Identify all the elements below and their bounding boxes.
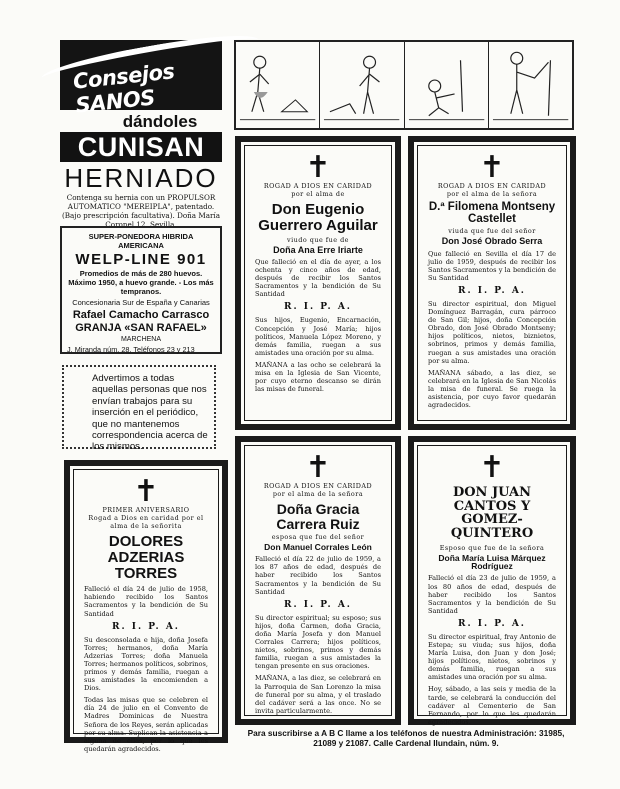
obit-para-1: Falleció el día 24 de julio de 1958, habiendo recibido los Santos Sacramentos y la bendición de Su Santidad xyxy=(84,585,208,618)
obit-subheading: por el alma de la señora xyxy=(272,490,364,498)
obit-subheading: Rogad a Dios en caridad por el alma de la señorita xyxy=(88,514,204,530)
comic-figure-1 xyxy=(236,42,319,128)
obit-para-1: Que falleció en Sevilla el día 17 de julio de 1959, después de recibir los Santos Sacramentos y la bendición de Su Santidad xyxy=(428,249,556,282)
advertimos-notice xyxy=(62,365,216,453)
obit-spouse: Don Manuel Corrales León xyxy=(264,542,372,553)
welp-line-title: WELP-LINE 901 xyxy=(75,251,207,268)
cross-icon: ✝ xyxy=(133,474,159,509)
comic-figure-4 xyxy=(489,42,572,128)
cross-icon: ✝ xyxy=(305,150,331,185)
obit-subheading: por el alma de xyxy=(291,190,345,198)
obit-ripa: R. I. P. A. xyxy=(284,302,352,313)
obituary-dolores xyxy=(64,460,228,753)
obit-name: D.ª Filomena Montseny Castellet xyxy=(428,201,556,226)
obit-ripa: R. I. P. A. xyxy=(458,285,526,296)
cross-icon: ✝ xyxy=(479,450,505,485)
obit-relation: esposa que fue del señor xyxy=(271,533,365,542)
obit-para-2: Su director espiritual; su esposo; sus hijos, doña Carmen, doña Gracia, doña María Josefa y don Manuel Corrales Carrera; hijos políticos, nietos, sobrinos, primos y demás familia, ruegan a sus amistades la tengan presente en sus oraciones. xyxy=(255,613,381,671)
dandoles-text: dándoles xyxy=(122,112,198,131)
obit-para-3: MAÑANA, a las diez, se celebrará en la Parroquia de San Lorenzo la misa de funeral por su alma, y el traslado del cadáver será a las once. No se invita particularmente. xyxy=(255,674,381,715)
obit-relation: viuda que fue del señor xyxy=(448,227,536,236)
obituary-eugenio xyxy=(235,136,401,430)
herniado-body: Contenga su hernia con un PROPULSOR AUTOMATICO "MEREIPLA", patentado. (Bajo prescripción facultativa). Doña María Coronel 12, Sevilla. xyxy=(61,193,221,229)
obit-spouse: Don José Obrado Serra xyxy=(441,236,543,247)
obit-name: DON JUAN CANTOS Y GOMEZ-QUINTERO xyxy=(450,485,534,541)
subscription-footer: Para suscribirse a A B C llame a los teléfonos de nuestra Administración: 31985, 21089 y 21087. Calle Cardenal Ilundain, núm. 9. xyxy=(247,728,565,748)
obit-para-3: MAÑANA sábado, a las diez, se celebrará en la Iglesia de San Nicolás la misa de funeral. Se ruega la asistencia, por cuyo favor quedarán agradecidos. xyxy=(428,368,556,410)
welp-line-3: Promedios de más de 280 huevos. Máximo 1950, a huevo grande. - Los más tempranos. xyxy=(68,269,214,296)
obit-heading: ROGAD A DIOS EN CARIDAD xyxy=(437,182,547,190)
obit-spouse: Doña Ana Erre Iriarte xyxy=(273,244,363,255)
comic-panel-4 xyxy=(488,42,572,128)
cross-icon: ✝ xyxy=(479,150,505,185)
comic-figure-2 xyxy=(320,42,403,128)
welp-line-5: Rafael Camacho Carrasco xyxy=(72,309,210,321)
obit-subheading: por el alma de la señora xyxy=(446,190,538,198)
consejos-text: Consejos SANOS xyxy=(71,59,176,118)
obit-name: DOLORES ADZERIAS TORRES xyxy=(107,533,185,582)
obituary-gracia xyxy=(235,436,401,725)
cross-icon: ✝ xyxy=(305,450,331,485)
obit-heading: ROGAD A DIOS EN CARIDAD xyxy=(263,482,373,490)
obit-para-2: Sus hijos, Eugenio, Encarnación, Concepción y José María; hijos políticos, Manuela López Moreno, y demás familia, ruegan a sus amistades una oración por su alma. xyxy=(255,316,381,357)
comic-panel-2 xyxy=(319,42,403,128)
obit-para-1: Que falleció en el día de ayer, a los ochenta y cinco años de edad, después de recibir los Santos Sacramentos y la bendición de Su Santidad xyxy=(255,257,381,299)
obituary-filomena xyxy=(408,136,576,430)
welp-line-6: GRANJA «SAN RAFAEL» xyxy=(75,322,207,334)
comic-strip xyxy=(234,40,574,130)
welp-line-7: MARCHENA xyxy=(120,336,162,343)
comic-panel-3 xyxy=(404,42,488,128)
obit-heading: ROGAD A DIOS EN CARIDAD xyxy=(263,182,373,190)
obit-para-2: Su desconsolada e hija, doña Josefa Torres; hermanos, doña María Adzerias Torres; doña Manuela Torres; hermanos políticos, sobrinos, primos y demás familia, ruegan a sus amistades la encomienden a Dios. xyxy=(84,635,208,693)
obit-para-3: Hoy, sábado, a las seis y media de la tarde, se celebrará la conducción del cadáver al Cementerio de San Fernando, por lo que les quedarán agradecidos. xyxy=(428,685,556,726)
welp-line-4: Concesionaria Sur de España y Canarias xyxy=(72,298,210,307)
welp-line-8: J. Miranda núm. 28. Teléfonos 23 y 213 xyxy=(67,345,195,354)
obit-name: Doña Gracia Carrera Ruiz xyxy=(276,501,360,532)
obit-para-1: Falleció el día 23 de julio de 1959, a los 80 años de edad, después de haber recibido los Santos Sacramentos y la bendición de Su Santidad xyxy=(428,574,556,615)
welp-line-1: SUPER-PONEDORA HIBRIDA AMERICANA xyxy=(88,232,194,250)
obit-relation: Esposo que fue de la señora xyxy=(439,543,545,552)
obit-para-3: Todas las misas que se celebren el día 24 de julio en el Convento de Madres Dominicas de Nuestra Señora de los Reyes, serán aplicadas por su alma. Suplican la asistencia a alguna de ellas, por lo que les quedarán agradecidos. xyxy=(84,696,208,753)
obituary-juan-cantos xyxy=(408,436,576,725)
obit-spouse: Doña María Luisa Márquez Rodríguez xyxy=(438,552,546,572)
obit-relation: viudo que fue de xyxy=(287,235,349,244)
obit-para-2: Su director espiritual, don Miguel Domínguez Barragán, cura párroco de San Gil; hijos, doña Concepción Obrado, don José Obrado Montseny; hijos políticos, nietos, biznietos, sobrinos, primos y demás familia, ruegan a sus amistades una oración por su alma. xyxy=(428,299,556,365)
advertimos-text: Advertimos a todas aquellas personas que nos envían trabajos para su inserción en el periódico, que no mantenemos correspondencia acerca de los mismos. xyxy=(92,373,208,453)
consejos-ad-banner xyxy=(60,40,222,118)
obit-ripa: R. I. P. A. xyxy=(458,618,526,629)
cunisan-logo: CUNISAN xyxy=(60,132,222,162)
obit-name: Don Eugenio Guerrero Aguilar xyxy=(258,201,378,234)
obit-para-2: Su director espiritual, fray Antonio de Estepa; su viuda; sus hijos, doña María Luisa, don Juan y don José; hijos políticos, nietos, sobrinos y demás familia, ruegan a sus amistades una oración por su alma. xyxy=(428,632,556,682)
obit-ripa: R. I. P. A. xyxy=(112,621,180,632)
obit-para-1: Falleció el día 22 de julio de 1959, a los 87 años de edad, después de haber recibido los Santos Sacramentos y la bendición de Su Santidad xyxy=(255,555,381,596)
herniado-heading: HERNIADO xyxy=(64,163,218,193)
obit-heading: PRIMER ANIVERSARIO xyxy=(102,506,190,514)
obit-para-3: MAÑANA a las ocho se celebrará la misa en la Iglesia de San Vicente, por cuyo eterno descanso se dirán las misas de funeral. xyxy=(255,360,381,394)
comic-figure-3 xyxy=(405,42,488,128)
obit-ripa: R. I. P. A. xyxy=(284,599,352,610)
comic-panel-1 xyxy=(236,42,319,128)
welp-line-ad xyxy=(60,226,222,354)
